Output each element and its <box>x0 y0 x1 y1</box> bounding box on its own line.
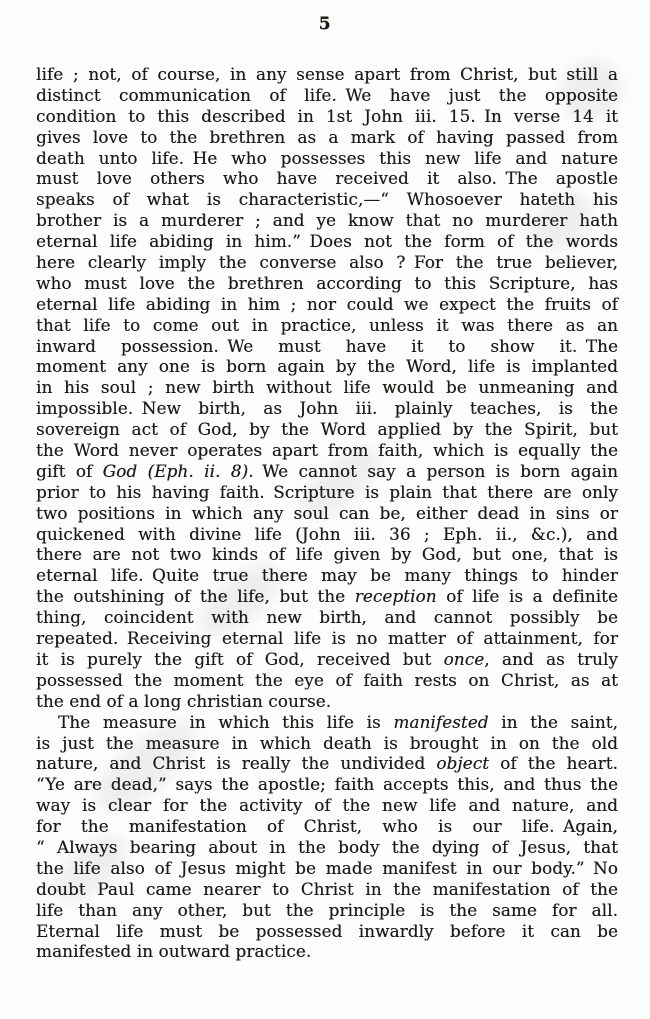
text-line: impossible. New birth, as John iii. plainly teaches, is the <box>36 398 618 419</box>
text-line: nature, and Christ is really the undivided object of the heart. <box>36 753 618 774</box>
text-line: “Ye are dead,” says the apostle; faith accepts this, and thus the <box>36 774 618 795</box>
text-line: The measure in which this life is manifested in the saint, <box>58 711 619 732</box>
text-line: brother is a murderer ; and ye know that no murderer hath <box>36 210 618 231</box>
text-line: thing, coincident with new birth, and cannot possibly be <box>36 607 618 628</box>
text-line: sovereign act of God, by the Word applied by the Spirit, but <box>36 419 618 440</box>
text-line: gift of God (Eph. ii. 8). We cannot say a person is born again <box>36 460 618 481</box>
emphasized-text: object <box>436 753 490 774</box>
text-line: it is purely the gift of God, received but once, and as truly <box>36 648 618 669</box>
emphasized-text: reception <box>354 586 437 607</box>
text-line: condition to this described in 1st John iii. 15. In verse 14 it <box>36 105 618 126</box>
text-line: eternal life. Quite true there may be many things to hinder <box>36 565 618 586</box>
text-line: speaks of what is characteristic,—“ Whosoever hateth his <box>36 189 618 210</box>
emphasized-text: manifested <box>393 711 489 732</box>
text-line: repeated. Receiving eternal life is no matter of attainment, for <box>36 628 618 649</box>
text-line: that life to come out in practice, unless it was there as an <box>36 314 618 335</box>
paragraph <box>36 64 618 712</box>
text-line: gives love to the brethren as a mark of having passed from <box>36 126 618 147</box>
text-line: the end of a long christian course. <box>36 690 332 711</box>
text-line: eternal life abiding in him ; nor could we expect the fruits of <box>36 293 618 314</box>
text-line: prior to his having faith. Scripture is plain that there are only <box>36 481 618 502</box>
paragraph <box>36 712 618 963</box>
emphasized-text: God (Eph. ii. 8) <box>102 460 249 481</box>
text-line: quickened with divine life (John iii. 36 ; Eph. ii., &c.), and <box>36 523 618 544</box>
text-line: possessed the moment the eye of faith rests on Christ, as at <box>36 669 618 690</box>
text-line: for the manifestation of Christ, who is our life. Again, <box>36 816 618 837</box>
text-line: two positions in which any soul can be, either dead in sins or <box>36 502 618 523</box>
text-line: “ Always bearing about in the body the dying of Jesus, that <box>36 836 618 857</box>
text-line: moment any one is born again by the Word, life is implanted <box>36 356 618 377</box>
text-line: here clearly imply the converse also ? For the true believer, <box>36 252 618 273</box>
emphasized-text: once <box>443 648 485 669</box>
text-line: the outshining of the life, but the reception of life is a definite <box>36 586 619 607</box>
text-line: doubt Paul came nearer to Christ in the manifestation of the <box>36 878 618 899</box>
text-line: the Word never operates apart from faith, which is equally the <box>36 440 618 461</box>
text-line: eternal life abiding in him.” Does not the form of the words <box>36 231 618 252</box>
text-line: is just the measure in which death is brought in on the old <box>36 732 618 753</box>
text-line: must love others who have received it also. The apostle <box>36 168 618 189</box>
text-line: the life also of Jesus might be made manifest in our body.” No <box>36 857 618 878</box>
text-line: way is clear for the activity of the new life and nature, and <box>36 795 618 816</box>
text-line: life ; not, of course, in any sense apart from Christ, but still a <box>36 64 618 84</box>
text-line: distinct communication of life. We have just the opposite <box>36 84 618 105</box>
text-line: manifested in outward practice. <box>36 941 312 962</box>
text-line: in his soul ; new birth without life would be unmeaning and <box>36 377 618 398</box>
text-block <box>36 64 618 962</box>
text-line: there are not two kinds of life given by God, but one, that is <box>36 544 618 565</box>
text-line: death unto life. He who possesses this new life and nature <box>36 147 618 168</box>
page-number: 5 <box>318 14 332 34</box>
text-line: who must love the brethren according to this Scripture, has <box>36 272 618 293</box>
text-line: life than any other, but the principle is the same for all. <box>36 899 618 920</box>
text-line: inward possession. We must have it to show it. The <box>36 335 618 356</box>
text-line: Eternal life must be possessed inwardly before it can be <box>36 920 618 941</box>
